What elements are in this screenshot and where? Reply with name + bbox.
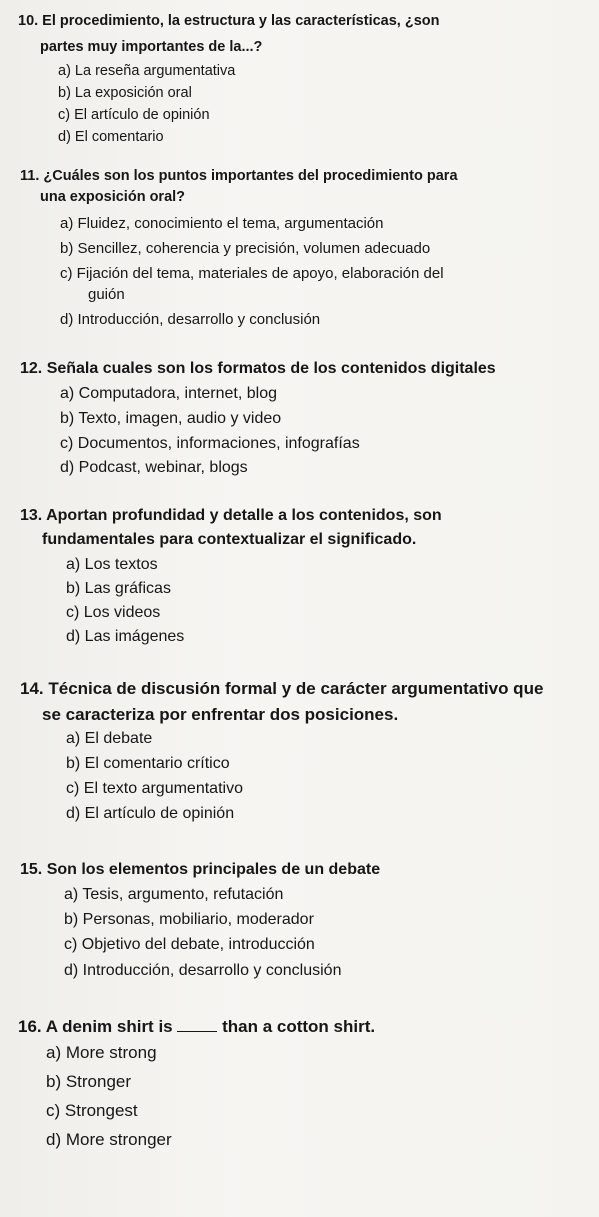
question-stem-line: 12. Señala cuales son los formatos de los contenidos digitales (20, 360, 496, 377)
answer-option-c[interactable]: c) Los videos (66, 604, 161, 621)
answer-option-c[interactable]: c) Objetivo del debate, introducción (64, 936, 315, 953)
answer-option-c[interactable]: c) Documentos, informaciones, infografías (60, 435, 360, 452)
answer-option-b[interactable]: b) Stronger (46, 1072, 132, 1091)
answer-option-d[interactable]: d) El comentario (58, 129, 164, 145)
fill-in-blank[interactable] (177, 1017, 217, 1032)
question-stem-line: se caracteriza por enfrentar dos posiciones. (42, 705, 399, 724)
answer-option-d[interactable]: d) Podcast, webinar, blogs (60, 459, 248, 476)
answer-option-b[interactable]: b) Las gráficas (66, 580, 171, 597)
question-stem-line: 15. Son los elementos principales de un debate (20, 861, 381, 878)
question-stem-prefix: 16. A denim shirt is (18, 1017, 173, 1036)
answer-option-b[interactable]: b) El comentario crítico (66, 755, 230, 772)
question-stem-line (18, 1017, 375, 1037)
answer-option-d[interactable]: d) More stronger (46, 1130, 172, 1149)
answer-option-a[interactable]: a) La reseña argumentativa (58, 63, 236, 79)
answer-option-a[interactable]: a) More strong (46, 1043, 157, 1062)
answer-option-b[interactable]: b) Personas, mobiliario, moderador (64, 911, 314, 928)
answer-option-d[interactable]: d) Introducción, desarrollo y conclusión (60, 311, 321, 328)
question-stem-line: 13. Aportan profundidad y detalle a los contenidos, son (20, 507, 442, 524)
answer-option-b[interactable]: b) La exposición oral (58, 85, 192, 101)
question-stem-suffix: than a cotton shirt. (222, 1017, 376, 1036)
question-stem-line: partes muy importantes de la...? (40, 39, 263, 55)
question-stem-line: fundamentales para contextualizar el significado. (42, 531, 417, 548)
question-stem-line: 14. Técnica de discusión formal y de carácter argumentativo que (20, 679, 544, 698)
answer-option-c[interactable]: c) El texto argumentativo (66, 780, 243, 797)
answer-option-a[interactable]: a) Los textos (66, 556, 158, 573)
answer-option-b[interactable]: b) Sencillez, coherencia y precisión, volumen adecuado (60, 240, 431, 257)
answer-option-d[interactable]: d) El artículo de opinión (66, 805, 235, 822)
answer-option-c[interactable]: c) Strongest (46, 1101, 138, 1120)
answer-option-c[interactable]: c) El artículo de opinión (58, 107, 210, 123)
answer-option-c[interactable]: c) Fijación del tema, materiales de apoyo, elaboración del (60, 265, 444, 282)
answer-option-d[interactable]: d) Las imágenes (66, 628, 185, 645)
answer-option-c-continuation: guión (88, 286, 125, 303)
answer-option-a[interactable]: a) Tesis, argumento, refutación (64, 886, 284, 903)
answer-option-b[interactable]: b) Texto, imagen, audio y video (60, 410, 282, 427)
answer-option-a[interactable]: a) El debate (66, 730, 153, 747)
question-stem-line: 11. ¿Cuáles son los puntos importantes del procedimiento para (20, 168, 458, 184)
question-stem-line: una exposición oral? (40, 189, 186, 205)
answer-option-d[interactable]: d) Introducción, desarrollo y conclusión (64, 962, 342, 979)
answer-option-a[interactable]: a) Computadora, internet, blog (60, 385, 278, 402)
question-stem-line: 10. El procedimiento, la estructura y las características, ¿son (18, 13, 440, 29)
answer-option-a[interactable]: a) Fluidez, conocimiento el tema, argumentación (60, 215, 384, 232)
